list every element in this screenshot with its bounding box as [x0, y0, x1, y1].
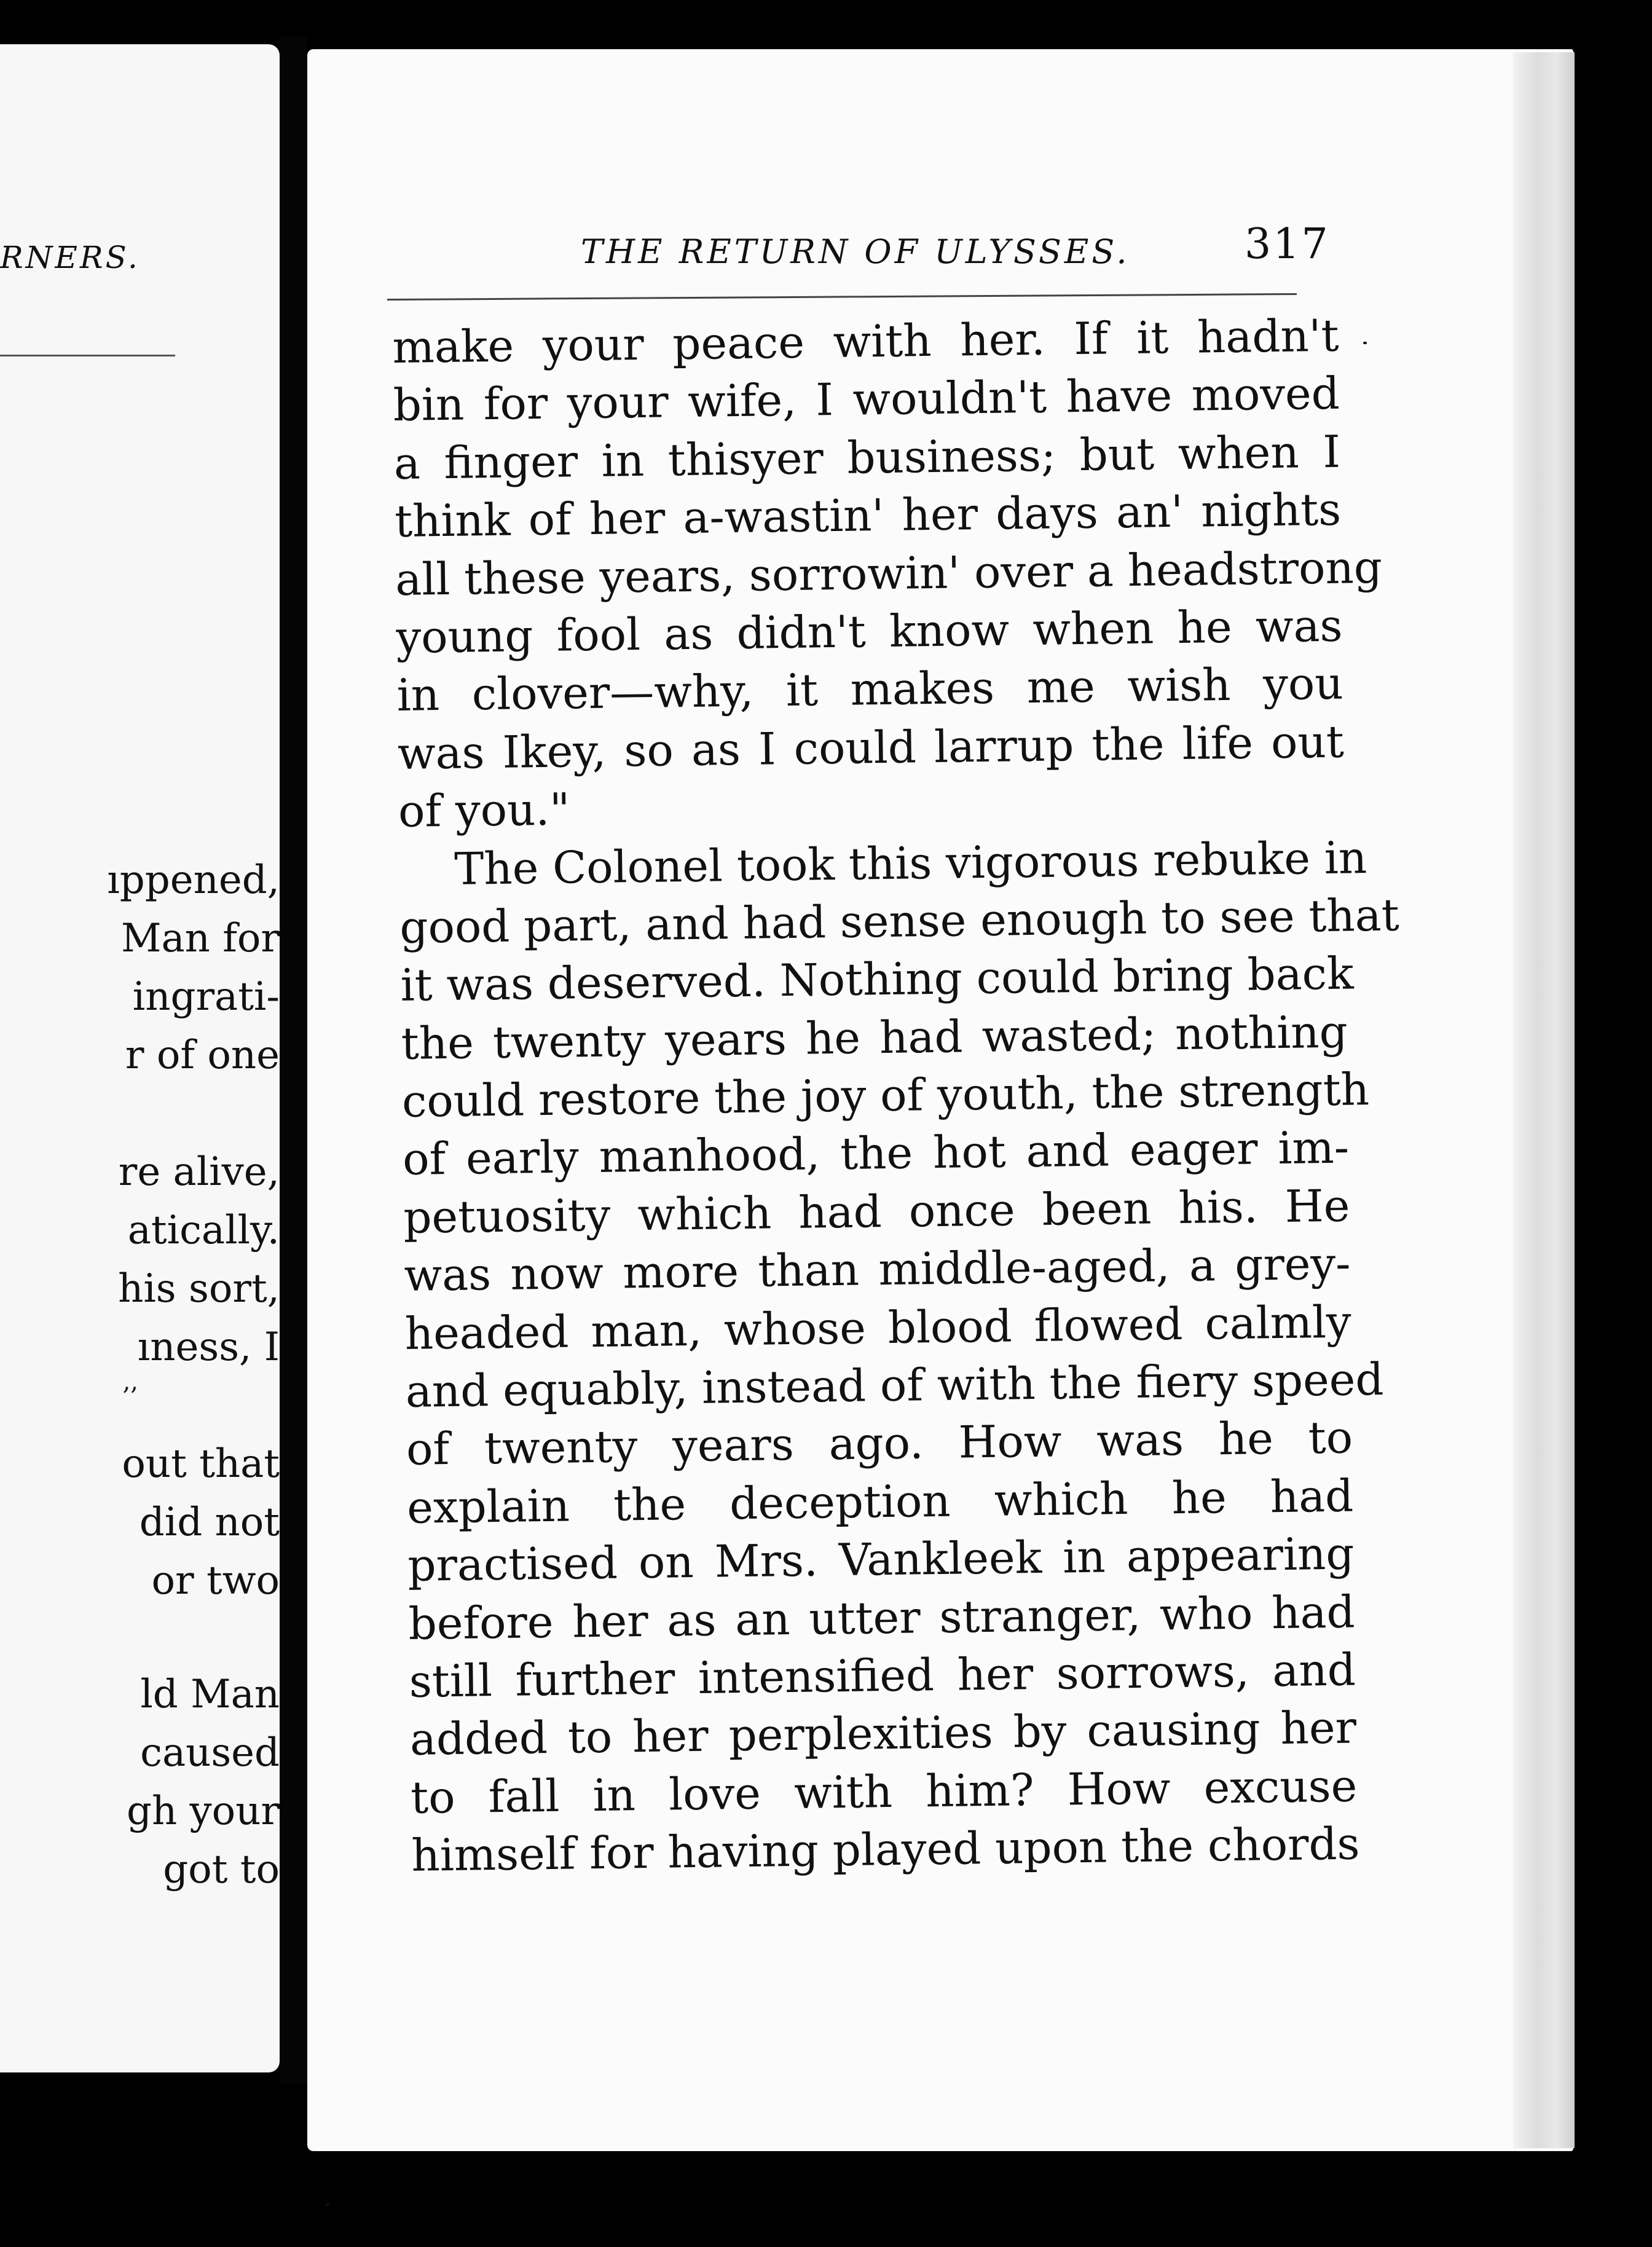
text-line: and equably, instead of with the fiery speed	[405, 1353, 1384, 1417]
left-page-text	[0, 44, 280, 2072]
left-text-line: ,,	[122, 1367, 138, 1396]
left-text-line: caused	[140, 1730, 280, 1776]
left-text-line: ıppened,	[107, 857, 280, 903]
left-text-line: ingrati-	[132, 974, 280, 1020]
body-text	[392, 307, 1400, 1885]
text-line: to fall in love with him? How excuse	[410, 1760, 1358, 1824]
text-line: young fool as didn't know when he was	[395, 599, 1343, 663]
text-line: could restore the joy of youth, the strength	[401, 1063, 1370, 1127]
text-line: explain the deception which he had	[406, 1470, 1354, 1533]
text-line: think of her a-wastin' her days an' nights	[394, 483, 1342, 548]
left-text-line: or two	[151, 1558, 280, 1604]
left-text-line: ıness, I	[137, 1324, 280, 1370]
text-line: himself for having played upon the chords	[411, 1817, 1360, 1881]
left-text-line: re alive,	[118, 1149, 280, 1195]
ink-speck	[1363, 342, 1367, 344]
left-text-line: his sort,	[118, 1266, 280, 1312]
text-line: good part, and had sense enough to see that	[399, 889, 1400, 953]
text-line: a finger in thisyer business; but when I	[393, 425, 1341, 489]
book-gutter	[280, 37, 307, 2084]
text-line: in clover—why, it makes me wish you	[396, 657, 1344, 722]
text-line: added to her perplexities by causing her	[409, 1701, 1357, 1766]
text-line: make your peace with her. If it hadn't	[392, 309, 1339, 373]
text-line: headed man, whose blood flowed calmly	[404, 1296, 1352, 1360]
left-text-line: got to	[163, 1847, 280, 1892]
left-text-line: did not	[139, 1500, 280, 1545]
left-text-line: gh your	[126, 1789, 280, 1834]
left-text-line: out that	[122, 1441, 280, 1487]
facing-page-left	[0, 44, 280, 2072]
left-text-line: atically.	[127, 1208, 280, 1253]
text-line: still further intensified her sorrows, and	[409, 1643, 1356, 1707]
text-line: bin for your wife, I wouldn't have moved	[393, 368, 1340, 431]
text-line: was now more than middle-aged, a grey-	[404, 1237, 1351, 1302]
text-line: all these years, sorrowin' over a headstrong	[395, 541, 1383, 605]
text-line: practised on Mrs. Vankleek in appearing	[407, 1527, 1355, 1592]
page-edge	[1513, 52, 1575, 2148]
page-number: 317	[1245, 220, 1330, 269]
text-line: of twenty years ago. How was he to	[406, 1411, 1353, 1476]
left-text-line: r of one	[125, 1033, 280, 1078]
text-line: the twenty years he had wasted; nothing	[401, 1005, 1348, 1069]
text-line: of you."	[398, 783, 570, 838]
left-text-line: ld Man	[140, 1672, 280, 1717]
text-line: petuosity which had once been his. He	[403, 1179, 1350, 1243]
text-line: it was deserved. Nothing could bring back	[400, 947, 1355, 1012]
text-line: of early manhood, the hot and eager im-	[402, 1122, 1350, 1186]
running-title: THE RETURN OF ULYSSES.	[581, 232, 1130, 271]
text-line: The Colonel took this vigorous rebuke in	[454, 831, 1367, 895]
left-running-head: RNERS.	[0, 240, 140, 275]
ink-speck	[326, 2203, 329, 2206]
left-text-line: Man for	[120, 916, 280, 961]
text-line: before her as an utter stranger, who had	[408, 1586, 1356, 1650]
text-line: was Ikey, so as I could larrup the life out	[397, 715, 1345, 779]
